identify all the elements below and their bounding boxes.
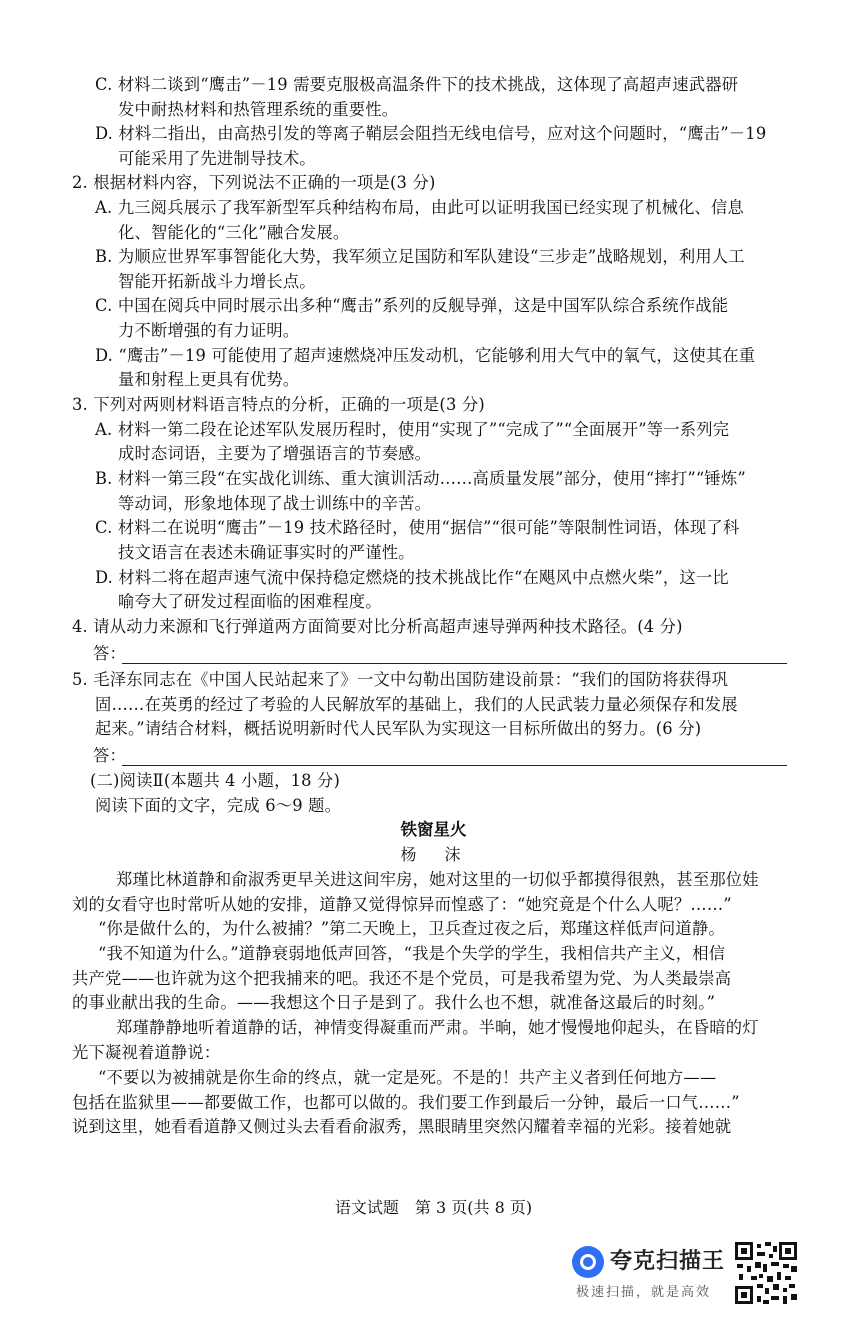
question-2-stem: 2. 根据材料内容，下列说法不正确的一项是(3 分) (72, 173, 436, 192)
watermark-slogan: 极速扫描，就是高效 (576, 1285, 712, 1300)
question-4-stem: 4. 请从动力来源和飞行弹道两方面简要对比分析高超声速导弹两种技术路径。(4 分) (72, 617, 683, 636)
q3-option-c-line-1: C. 材料二在说明“鹰击”－19 技术路径时，使用“据信”“很可能”等限制性词语，体现了科 (95, 518, 740, 537)
story-p3-line-1: “我不知道为什么。”道静衰弱地低声回答，“我是个失学的学生，我相信共产主义，相信 (98, 944, 726, 963)
section-2-heading: (二)阅读Ⅱ(本题共 4 小题，18 分) (90, 771, 341, 790)
story-p3-line-2: 共产党——也许就为这个把我捕来的吧。我还不是个党员，可是我希望为党、为人类最崇高 (72, 969, 732, 988)
q4-answer-line[interactable] (122, 663, 787, 664)
option-c-line-2: 发中耐热材料和热管理系统的重要性。 (118, 100, 399, 119)
story-p3-line-3: 的事业献出我的生命。——我想这个日子是到了。我什么也不想，就准备这最后的时刻。” (72, 993, 716, 1012)
story-title: 铁窗星火 (400, 820, 467, 839)
story-p4-line-2: 光下凝视着道静说： (72, 1043, 221, 1062)
q2-option-c-line-2: 力不断增强的有力证明。 (118, 321, 300, 340)
story-p1-line-1: 郑瑾比林道静和俞淑秀更早关进这间牢房，她对这里的一切似乎都摸得很熟，甚至那位娃 (116, 870, 759, 889)
question-5-line-2: 固……在英勇的经过了考验的人民解放军的基础上，我们的人民武装力量必须保存和发展 (95, 695, 738, 714)
q2-option-c-line-1: C. 中国在阅兵中同时展示出多种“鹰击”系列的反舰导弹，这是中国军队综合系统作战能 (95, 296, 729, 315)
story-author: 杨 沫 (400, 845, 467, 864)
section-2-instruction: 阅读下面的文字，完成 6～9 题。 (95, 796, 342, 815)
option-c-line-1: C. 材料二谈到“鹰击”－19 需要克服极高温条件下的技术挑战，这体现了高超声速武器研 (95, 75, 739, 94)
q4-answer-label: 答： (93, 644, 126, 663)
q2-option-a-line-1: A. 九三阅兵展示了我军新型军兵种结构布局，由此可以证明我国已经实现了机械化、信息 (95, 198, 745, 217)
q2-option-b-line-2: 智能开拓新战斗力增长点。 (118, 272, 316, 291)
page-footer: 语文试题 第 3 页(共 8 页) (334, 1198, 533, 1217)
q3-option-b-line-1: B. 材料一第三段“在实战化训练、重大演训活动……高质量发展”部分，使用“摔打”“锤炼” (95, 469, 746, 488)
q5-answer-line[interactable] (122, 765, 787, 766)
qr-code-icon[interactable] (733, 1240, 799, 1306)
quark-logo-icon (572, 1246, 604, 1278)
q2-option-d-line-2: 量和射程上更具有优势。 (118, 370, 300, 389)
story-p5-line-3: 说到这里，她看看道静又侧过头去看看俞淑秀，黑眼睛里突然闪耀着幸福的光彩。接着她就 (72, 1117, 732, 1136)
story-p4-line-1: 郑瑾静静地听着道静的话，神情变得凝重而严肃。半晌，她才慢慢地仰起头，在昏暗的灯 (116, 1018, 759, 1037)
q2-option-b-line-1: B. 为顺应世界军事智能化大势，我军须立足国防和军队建设“三步走”战略规划，利用人工 (95, 247, 745, 266)
question-5-line-3: 起来。”请结合材料，概括说明新时代人民军队为实现这一目标所做出的努力。(6 分) (95, 719, 702, 738)
story-p5-line-1: “不要以为被捕就是你生命的终点，就一定是死。不是的！共产主义者到任何地方—— (98, 1068, 717, 1087)
question-3-stem: 3. 下列对两则材料语言特点的分析，正确的一项是(3 分) (72, 395, 485, 414)
q2-option-a-line-2: 化、智能化的“三化”融合发展。 (118, 223, 350, 242)
q3-option-d-line-1: D. 材料二将在超声速气流中保持稳定燃烧的技术挑战比作“在飓风中点燃火柴”，这一比 (95, 568, 729, 587)
watermark-app-name: 夸克扫描王 (610, 1249, 726, 1274)
q3-option-a-line-2: 成时态词语，主要为了增强语言的节奏感。 (118, 444, 432, 463)
q3-option-d-line-2: 喻夸大了研发过程面临的困难程度。 (118, 592, 382, 611)
story-p2-line-1: “你是做什么的，为什么被捕？”第二天晚上，卫兵查过夜之后，郑瑾这样低声问道静。 (98, 919, 725, 938)
q3-option-c-line-2: 技文语言在表述未确证事实时的严谨性。 (118, 543, 415, 562)
story-p5-line-2: 包括在监狱里——都要做工作，也都可以做的。我们要工作到最后一分钟，最后一口气……” (72, 1093, 740, 1112)
q3-option-b-line-2: 等动词，形象地体现了战士训练中的辛苦。 (118, 494, 432, 513)
option-d-line-2: 可能采用了先进制导技术。 (118, 149, 316, 168)
q2-option-d-line-1: D. “鹰击”－19 可能使用了超声速燃烧冲压发动机，它能够利用大气中的氧气，这使其在重 (95, 346, 756, 365)
q5-answer-label: 答： (93, 746, 126, 765)
story-p1-line-2: 刘的女看守也时常听从她的安排，道静又觉得惊异而惶惑了：“她究竟是个什么人呢？……” (72, 895, 732, 914)
question-5-line-1: 5. 毛泽东同志在《中国人民站起来了》一文中勾勒出国防建设前景：“我们的国防将获得巩 (72, 670, 729, 689)
option-d-line-1: D. 材料二指出，由高热引发的等离子鞘层会阻挡无线电信号，应对这个问题时，“鹰击”－19 (95, 124, 767, 143)
q3-option-a-line-1: A. 材料一第二段在论述军队发展历程时，使用“实现了”“完成了”“全面展开”等一系列完 (95, 420, 730, 439)
